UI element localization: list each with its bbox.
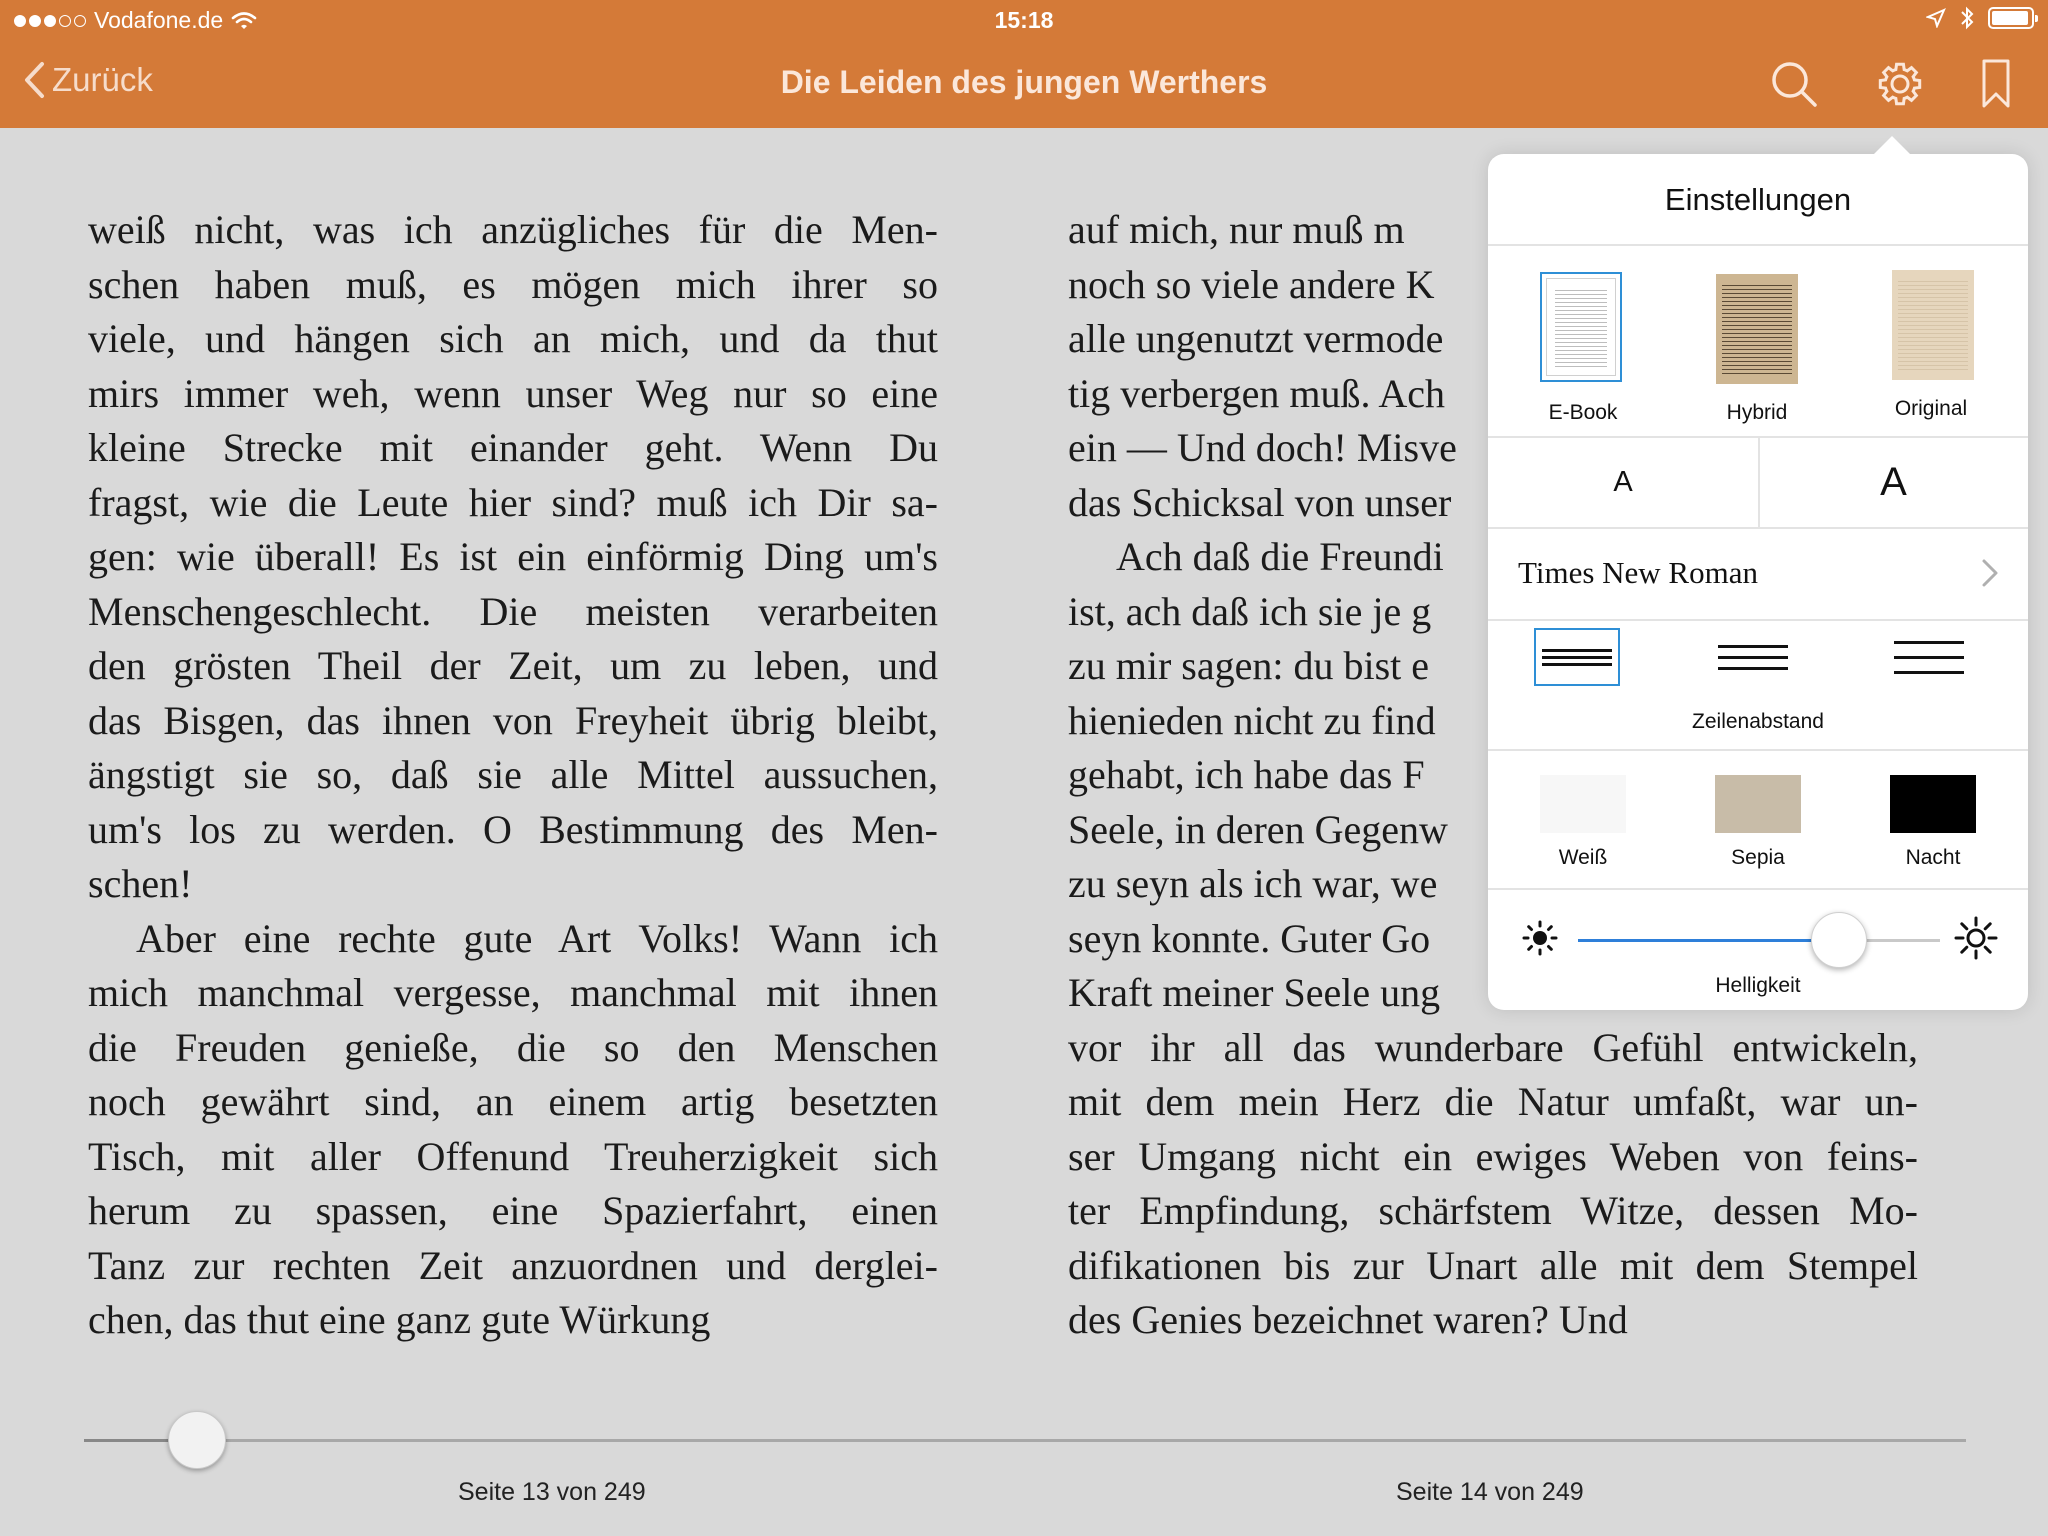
battery-icon — [1988, 7, 2034, 29]
divider — [1488, 749, 2028, 751]
theme-white-option[interactable] — [1540, 775, 1626, 833]
text-line: zu mir sagen: du bist e — [1068, 643, 1430, 688]
page-slider-thumb[interactable] — [168, 1411, 226, 1469]
ebook-preview — [1546, 278, 1616, 376]
text-line: viele, und hängen sich an mich, und da thut — [88, 316, 938, 361]
page-slider-track[interactable] — [84, 1439, 1966, 1442]
location-arrow-icon — [1926, 8, 1946, 28]
spacing-line — [1894, 656, 1964, 659]
bluetooth-icon — [1960, 6, 1974, 30]
text-line: auf mich, nur muß m — [1068, 207, 1405, 252]
text-line: Aber eine rechte gute Art Volks! Wann ich — [136, 915, 938, 961]
popover-arrow — [1872, 136, 1912, 156]
text-line: kleine Strecke mit einander geht. Wenn Du — [88, 425, 938, 470]
divider — [1488, 888, 2028, 890]
brightness-low-icon — [1518, 916, 1562, 960]
text-line: mit dem mein Herz die Natur umfaßt, war un- — [1068, 1079, 1918, 1124]
carrier-name: Vodafone.de — [94, 7, 224, 33]
text-line: Tanz zur rechten Zeit anzuordnen und derglei- — [88, 1242, 938, 1288]
top-bar — [0, 0, 2048, 128]
text-line: ist, ach daß ich sie je g — [1068, 588, 1432, 634]
original-preview — [1892, 270, 1974, 380]
text-line: schen haben muß, es mögen mich ihrer so — [88, 261, 938, 307]
text-line: Seele, in deren Gegenw — [1068, 806, 1448, 852]
layout-hybrid-option[interactable] — [1716, 274, 1798, 384]
line-spacing-narrow-option[interactable] — [1534, 628, 1620, 686]
text-line: seyn konnte. Guter Go — [1068, 915, 1431, 961]
text-line: schen! — [88, 861, 193, 906]
text-line: noch so viele andere K — [1068, 261, 1435, 307]
text-line: Ach daß die Freundi — [1116, 534, 1444, 579]
text-line: ein — Und doch! Misve — [1068, 425, 1457, 470]
decrease-font-size-button[interactable]: A — [1613, 465, 1633, 498]
spacing-line — [1718, 645, 1788, 648]
text-line: das Schicksal von unser — [1068, 479, 1452, 525]
brightness-slider-track[interactable] — [1578, 939, 1940, 942]
gear-icon — [1874, 58, 1926, 110]
text-line: hienieden nicht zu find — [1068, 697, 1436, 743]
back-button-label: Zurück — [52, 61, 153, 98]
text-line: alle ungenutzt vermode — [1068, 316, 1444, 361]
spacing-line — [1542, 656, 1612, 659]
spacing-line — [1542, 649, 1612, 652]
text-line: tig verbergen muß. Ach — [1068, 370, 1445, 416]
search-button[interactable] — [1764, 54, 1824, 114]
bookmark-icon — [1979, 58, 2013, 110]
text-line: zu seyn als ich war, we — [1068, 861, 1438, 906]
text-line: gen: wie überall! Es ist ein einförmig Ding um's — [88, 534, 938, 579]
left-page-text — [88, 203, 938, 1348]
brightness-slider-fill — [1578, 939, 1839, 942]
text-line: Tisch, mit aller Offenund Treuherzigkeit sich — [88, 1133, 938, 1179]
right-page-number: Seite 14 von 249 — [1396, 1478, 1584, 1506]
navigation-bar — [0, 40, 2048, 128]
text-line: ängstigt sie so, daß sie alle Mittel aussuchen, — [88, 752, 938, 797]
text-line: mirs immer weh, wenn unser Weg nur so eine — [88, 370, 938, 416]
spacing-line — [1718, 667, 1788, 670]
settings-button[interactable] — [1870, 54, 1930, 114]
line-spacing-wide-option[interactable] — [1886, 628, 1972, 686]
text-line: Kraft meiner Seele ung — [1068, 970, 1441, 1015]
status-right — [1926, 6, 2034, 30]
theme-sepia-label: Sepia — [1731, 846, 1785, 869]
book-title: Die Leiden des jungen Werthers — [780, 64, 1268, 100]
text-line: chen, das thut eine ganz gute Würkung — [88, 1297, 711, 1342]
text-line: difikationen bis zur Unart alle mit dem Stempel — [1068, 1242, 1918, 1288]
settings-title: Einstellungen — [1664, 182, 1852, 217]
text-line: die Freuden genieße, die so den Menschen — [88, 1024, 938, 1070]
text-line: vor ihr all das wunderbare Gefühl entwickeln, — [1068, 1024, 1918, 1070]
line-spacing-medium-option[interactable] — [1710, 628, 1796, 686]
status-time: 15:18 — [994, 7, 1054, 33]
layout-original-label: Original — [1894, 397, 1968, 420]
font-selector-row[interactable] — [1488, 527, 2028, 619]
theme-white-label: Weiß — [1558, 846, 1608, 869]
chevron-right-icon — [1980, 557, 2000, 589]
divider — [1488, 244, 2028, 246]
spacing-line — [1718, 656, 1788, 659]
spacing-line — [1894, 641, 1964, 644]
text-line: ser Umgang nicht ein ewiges Weben von feins- — [1068, 1133, 1918, 1179]
text-line: herum zu spassen, eine Spazierfahrt, einen — [88, 1188, 938, 1233]
font-name: Times New Roman — [1518, 555, 1758, 590]
status-bar — [0, 0, 2048, 40]
search-icon — [1769, 59, 1819, 109]
increase-font-size-button[interactable]: A — [1880, 459, 1907, 504]
layout-hybrid-label: Hybrid — [1726, 401, 1788, 424]
theme-night-option[interactable] — [1890, 775, 1976, 833]
layout-ebook-label: E-Book — [1548, 401, 1618, 424]
line-spacing-label: Zeilenabstand — [1692, 710, 1824, 733]
brightness-label: Helligkeit — [1715, 974, 1801, 997]
text-line: noch gewährt sind, an einem artig besetzten — [88, 1079, 938, 1124]
left-page-number: Seite 13 von 249 — [458, 1478, 646, 1506]
text-line: mich manchmal vergesse, manchmal mit ihnen — [88, 970, 938, 1015]
text-line: weiß nicht, was ich anzügliches für die Men- — [88, 207, 938, 252]
layout-ebook-option[interactable] — [1540, 272, 1622, 382]
bookmark-button[interactable] — [1966, 54, 2026, 114]
theme-night-label: Nacht — [1905, 846, 1961, 869]
text-line: das Bisgen, das ihnen von Freyheit übrig bleibt, — [88, 697, 938, 743]
text-line: um's los zu werden. O Bestimmung des Men- — [88, 806, 938, 852]
layout-original-option[interactable] — [1892, 270, 1974, 380]
text-line: fragst, wie die Leute hier sind? muß ich Dir sa- — [88, 479, 938, 525]
theme-sepia-option[interactable] — [1715, 775, 1801, 833]
brightness-slider-thumb[interactable] — [1811, 912, 1867, 968]
text-line: ter Empfindung, schärfstem Witze, dessen Mo- — [1068, 1188, 1918, 1233]
divider — [1488, 619, 2028, 621]
text-line: Menschengeschlecht. Die meisten verarbeiten — [88, 588, 938, 634]
text-line: den grösten Theil der Zeit, um zu leben, und — [88, 643, 938, 688]
text-line: gehabt, ich habe das F — [1068, 752, 1425, 797]
text-line: des Genies bezeichnet waren? Und — [1068, 1297, 1628, 1342]
settings-popover — [1488, 154, 2028, 1010]
spacing-line — [1542, 663, 1612, 666]
battery-fill — [1992, 11, 2028, 25]
spacing-line — [1894, 671, 1964, 674]
brightness-high-icon — [1954, 916, 1998, 960]
hybrid-preview — [1716, 274, 1798, 384]
